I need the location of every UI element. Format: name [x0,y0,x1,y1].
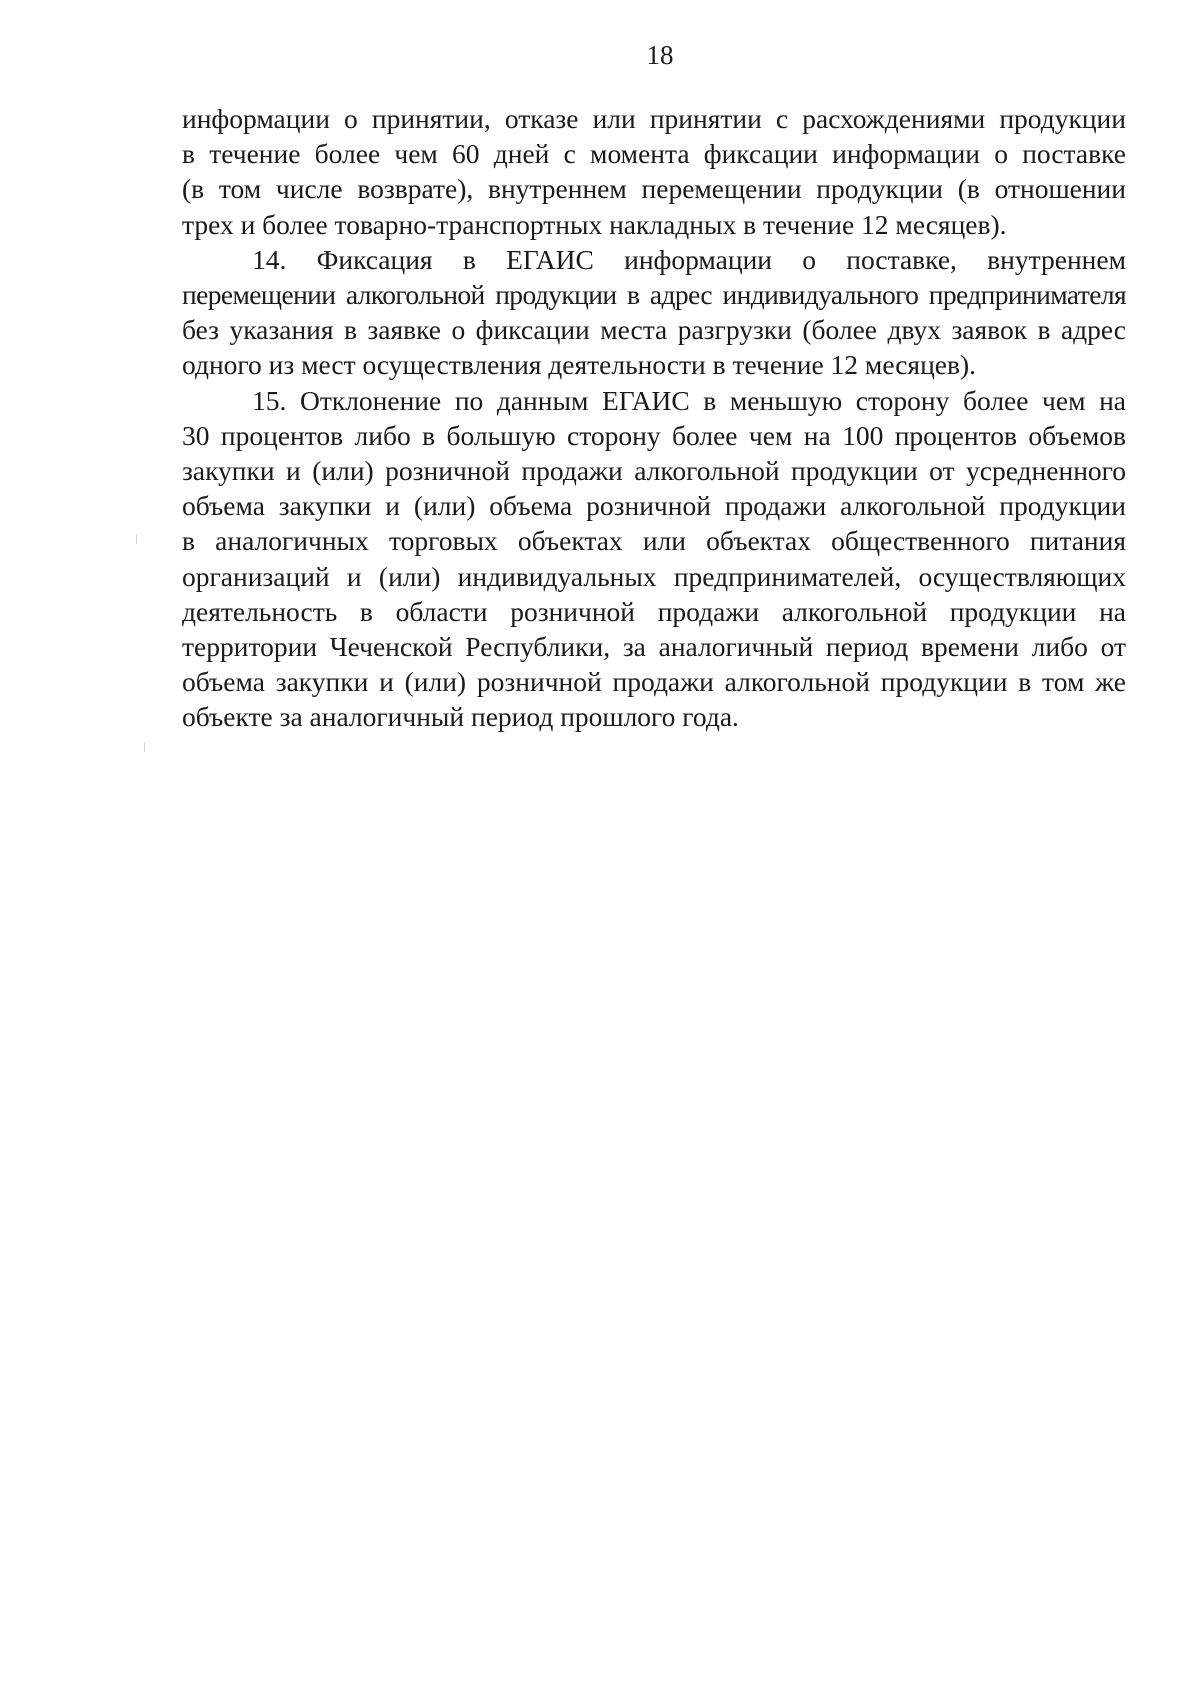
text-line: объема закупки и (или) розничной продажи алкогольной продукции в том же [182,666,1126,698]
text-line: организаций и (или) индивидуальных предпринимателей, осуществляющих [182,560,1126,592]
text-line: территории Чеченской Республики, за аналогичный период времени либо от [182,631,1126,663]
text-line: перемещении алкогольной продукции в адрес индивидуального предпринимателя [182,279,1126,311]
text-line: без указания в заявке о фиксации места разгрузки (более двух заявок в адрес [182,314,1126,346]
text-line: одного из мест осуществления деятельности в течение 12 месяцев). [182,349,977,381]
paragraph-continuation [182,101,1126,242]
text-line: 15. Отклонение по данным ЕГАИС в меньшую сторону более чем на [252,384,1126,416]
document-body [182,101,1126,735]
text-line: закупки и (или) розничной продажи алкогольной продукции от усредненного [182,455,1126,487]
paragraph-item-14 [182,242,1126,383]
text-line: в течение более чем 60 дней с момента фиксации информации о поставке [182,138,1126,170]
text-line: объекте за аналогичный период прошлого года. [182,701,739,733]
text-line: 14. Фиксация в ЕГАИС информации о поставке, внутреннем [252,243,1126,275]
text-line: деятельность в области розничной продажи алкогольной продукции на [182,595,1126,627]
text-line: трех и более товарно-транспортных накладных в течение 12 месяцев). [182,208,1007,240]
text-line: (в том числе возврате), внутреннем перемещении продукции (в отношении [182,173,1126,205]
page-number: 18 [646,40,674,70]
text-line: 30 процентов либо в большую сторону более чем на 100 процентов объемов [182,419,1126,451]
text-line: в аналогичных торговых объектах или объектах общественного питания [182,525,1126,557]
text-line: информации о принятии, отказе или принятии с расхождениями продукции [182,103,1126,134]
text-line: объема закупки и (или) объема розничной продажи алкогольной продукции [182,490,1126,522]
scan-speck [136,534,137,544]
paragraph-item-15 [182,383,1126,735]
scan-speck [144,742,145,752]
